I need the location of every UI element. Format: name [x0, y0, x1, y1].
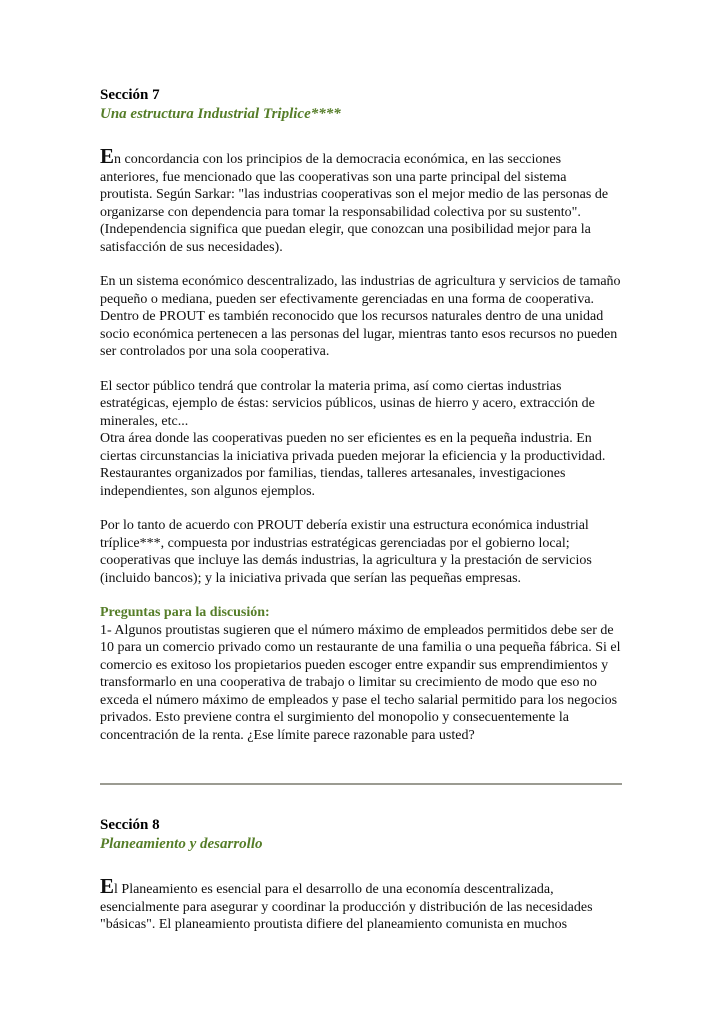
lead-capital: E — [100, 874, 115, 898]
paragraph-text: l Planeamiento es esencial para el desarrollo de una economía descentralizada, esencialmente para asegurar y coordinar la producción y distribución de las necesidades "básicas". El planeamiento proutista difiere del planeamiento comunista en muchos — [100, 882, 593, 932]
section-divider — [100, 783, 622, 785]
section-8 — [100, 816, 622, 934]
lead-capital: E — [100, 144, 115, 168]
paragraph — [100, 144, 622, 256]
paragraph: Otra área donde las cooperativas pueden no ser eficientes es en la pequeña industria. En ciertas circunstancias la iniciativa privada pueden mejorar la eficiencia y la productividad. Restaurantes organizados por familias, tiendas, talleres artesanales, investigaciones independientes, son algunos ejemplos. — [100, 431, 606, 499]
discussion-questions-heading: Preguntas para la discusión: — [100, 605, 270, 620]
section-7-subtitle: Una estructura Industrial Triplice**** — [100, 106, 341, 122]
section-7 — [100, 86, 622, 744]
section-8-subtitle: Planeamiento y desarrollo — [100, 836, 263, 852]
paragraph: Por lo tanto de acuerdo con PROUT debería existir una estructura económica industrial tríplice***, compuesta por industrias estratégicas gerenciadas por el gobierno local; cooperativas que incluye las demás industrias, la agricultura y la prestación de servicios (incluido bancos); y la iniciativa privada que serían las pequeñas empresas. — [100, 518, 592, 586]
section-7-heading: Sección 7 — [100, 87, 160, 103]
section-8-heading: Sección 8 — [100, 817, 160, 833]
paragraph-text: n concordancia con los principios de la democracia económica, en las secciones anteriores, fue mencionado que las cooperativas son una parte principal del sistema proutista. Según Sarkar: "las industrias cooperativas son el mejor medio de las personas de organizarse con dependencia para tomar la responsabilidad colectiva por su sustento". (Independencia significa que puedan elegir, que conozcan una posibilidad mejor para la satisfacción de sus necesidades). — [100, 152, 609, 255]
paragraph — [100, 874, 622, 934]
paragraph: El sector público tendrá que controlar la materia prima, así como ciertas industrias estratégicas, ejemplo de éstas: servicios públicos, usinas de hierro y acero, extracción de minerales, etc... — [100, 378, 595, 429]
discussion-question-1: 1- Algunos proutistas sugieren que el número máximo de empleados permitidos debe ser de 10 para un comercio privado como un restaurante de una familia o una pequeña fábrica. Si el comercio es exitoso los propietarios pueden escoger entre expandir sus emprendimientos y transformarlo en una cooperativa de trabajo o limitar su crecimiento de modo que eso no exceda el número máximo de empleados y pase el techo salarial permitido para los negocios privados. Esto previene contra el surgimiento del monopolio y consecuentemente la concentración de la renta. ¿Ese límite parece razonable para usted? — [100, 622, 621, 743]
paragraph: En un sistema económico descentralizado, las industrias de agricultura y servicios de tamaño pequeño o mediana, pueden ser efectivamente gerenciadas en una forma de cooperativa. Dentro de PROUT es también reconocido que los recursos naturales dentro de una unidad socio económica pertenecen a las personas del lugar, mientras tanto esos recursos no pueden ser controlados por una sola cooperativa. — [100, 274, 621, 359]
